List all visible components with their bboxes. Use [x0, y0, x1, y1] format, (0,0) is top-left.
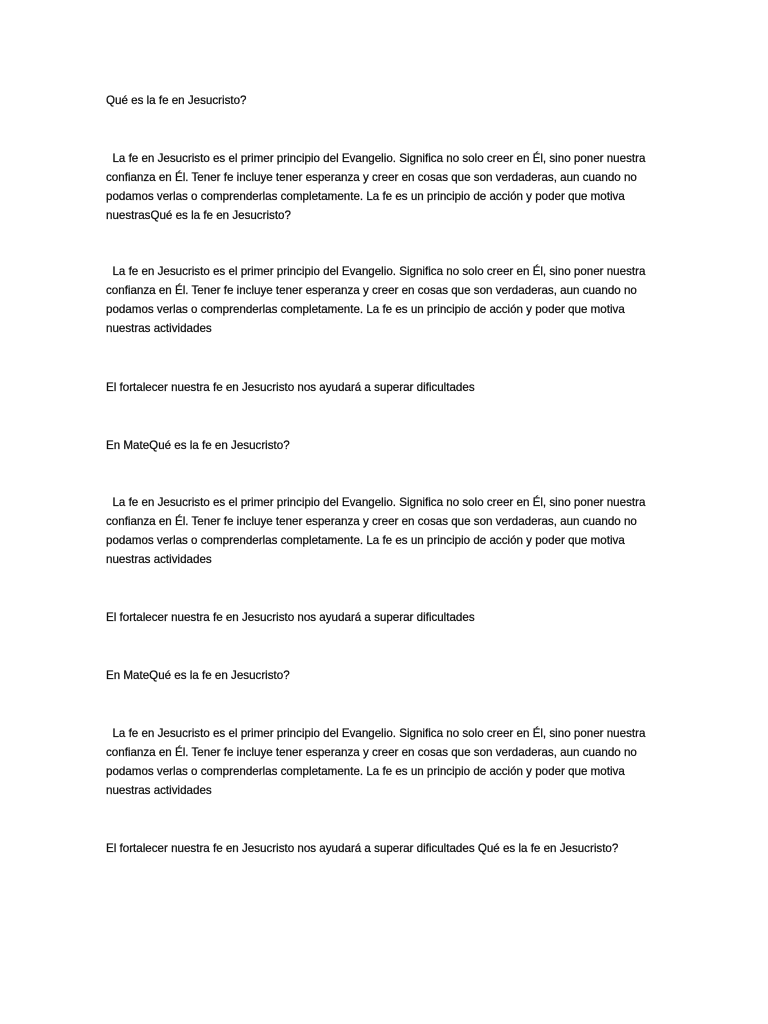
body-paragraph: La fe en Jesucristo es el primer principio del Evangelio. Significa no solo creer en Él, sino poner nuestra confianza en Él. Tener fe incluye tener esperanza y creer en cosas que son verdaderas, aun cuando no podamos verlas o comprenderlas completamente. La fe es un principio de acción y poder que motiva nuestras actividades	[106, 265, 649, 335]
body-paragraph: La fe en Jesucristo es el primer principio del Evangelio. Significa no solo creer en Él, sino poner nuestra confianza en Él. Tener fe incluye tener esperanza y creer en cosas que son verdaderas, aun cuando no podamos verlas o comprenderlas completamente. La fe es un principio de acción y poder que motiva nuestras actividades	[106, 727, 649, 797]
heading-question: En MateQué es la fe en Jesucristo?	[106, 439, 290, 452]
heading-question: Qué es la fe en Jesucristo?	[106, 94, 247, 107]
statement-paragraph: El fortalecer nuestra fe en Jesucristo nos ayudará a superar dificultades	[106, 381, 475, 394]
body-paragraph: La fe en Jesucristo es el primer principio del Evangelio. Significa no solo creer en Él, sino poner nuestra confianza en Él. Tener fe incluye tener esperanza y creer en cosas que son verdaderas, aun cuando no podamos verlas o comprenderlas completamente. La fe es un principio de acción y poder que motiva nuestras actividades	[106, 496, 649, 566]
statement-paragraph: El fortalecer nuestra fe en Jesucristo nos ayudará a superar dificultades	[106, 611, 475, 624]
statement-paragraph: El fortalecer nuestra fe en Jesucristo nos ayudará a superar dificultades Qué es la fe en Jesucristo?	[106, 842, 619, 855]
body-paragraph: La fe en Jesucristo es el primer principio del Evangelio. Significa no solo creer en Él, sino poner nuestra confianza en Él. Tener fe incluye tener esperanza y creer en cosas que son verdaderas, aun cuando no podamos verlas o comprenderlas completamente. La fe es un principio de acción y poder que motiva nuestrasQué es la fe en Jesucristo?	[106, 152, 649, 222]
heading-question: En MateQué es la fe en Jesucristo?	[106, 669, 290, 682]
